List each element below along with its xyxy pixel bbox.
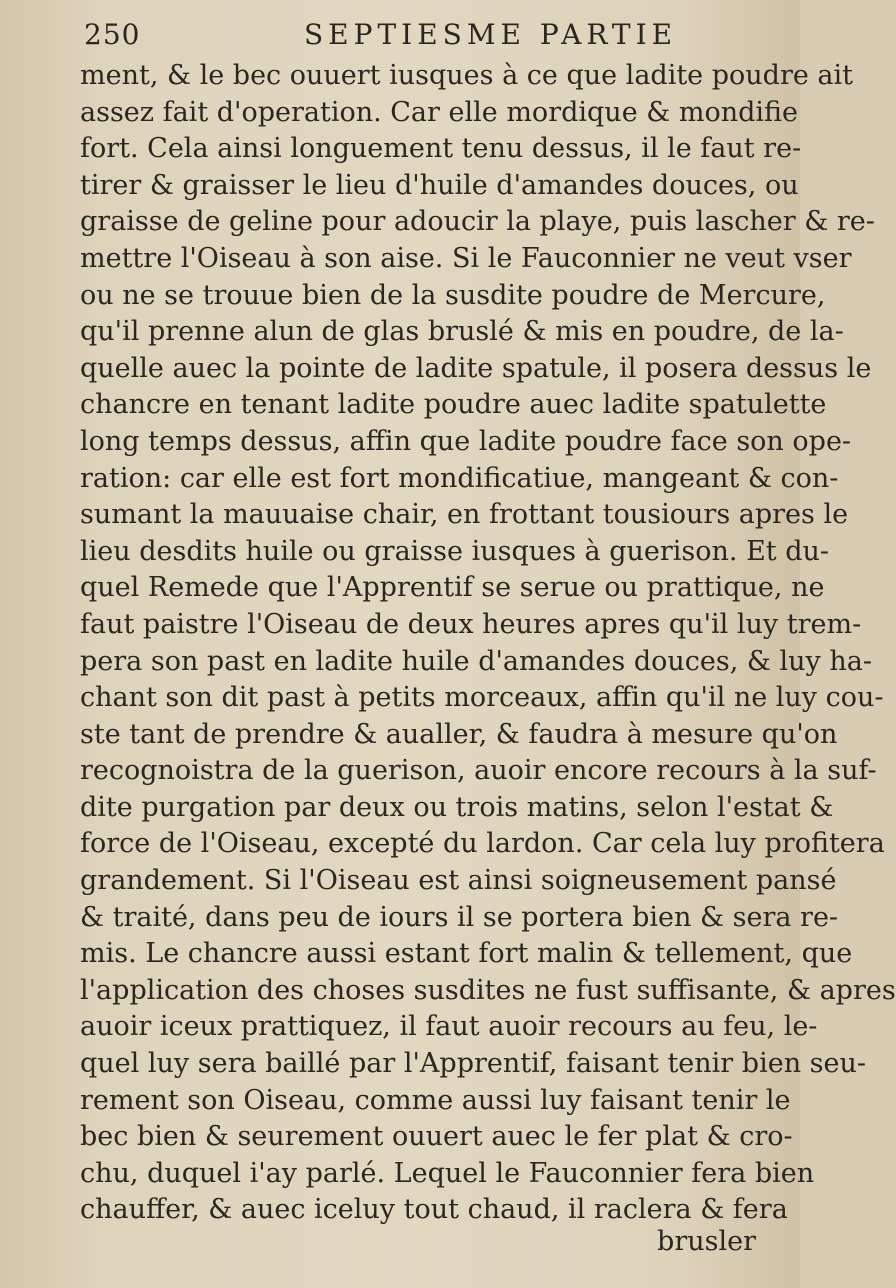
text-line: bec bien & seurement ouuert auec le fer plat & cro- xyxy=(80,1121,793,1153)
text-line: & traité, dans peu de iours il se portera bien & sera re- xyxy=(80,901,839,933)
body-text xyxy=(80,58,896,1229)
text-line: fort. Cela ainsi longuement tenu dessus, il le faut re- xyxy=(80,133,802,165)
text-line: grandement. Si l'Oiseau est ainsi soigneusement pansé xyxy=(80,865,837,897)
text-line: ration: car elle est fort mondificatiue, mangeant & con- xyxy=(80,462,839,494)
page-number: 250 xyxy=(84,18,141,51)
text-line: graisse de geline pour adoucir la playe, puis lascher & re- xyxy=(80,206,875,238)
text-line: ment, & le bec ouuert iusques à ce que ladite poudre ait xyxy=(80,60,854,91)
text-line: recognoistra de la guerison, auoir encore recours à la suf- xyxy=(80,755,877,787)
text-line: quelle auec la pointe de ladite spatule, il posera dessus le xyxy=(80,352,872,384)
text-line: lieu desdits huile ou graisse iusques à guerison. Et du- xyxy=(80,535,830,567)
text-line: chant son dit past à petits morceaux, affin qu'il ne luy cou- xyxy=(80,682,884,714)
text-line: dite purgation par deux ou trois matins, selon l'estat & xyxy=(80,791,834,823)
catchword: brusler xyxy=(657,1226,756,1257)
text-line: chu, duquel i'ay parlé. Lequel le Fauconnier fera bien xyxy=(80,1157,815,1189)
text-line: quel Remede que l'Apprentif se serue ou prattique, ne xyxy=(80,572,825,604)
text-line: qu'il prenne alun de glas bruslé & mis en poudre, de la- xyxy=(80,316,844,348)
text-line: auoir iceux prattiquez, il faut auoir recours au feu, le- xyxy=(80,1011,818,1043)
text-line: long temps dessus, affin que ladite poudre face son ope- xyxy=(80,425,852,457)
text-line: chauffer, & auec iceluy tout chaud, il raclera & fera xyxy=(80,1194,788,1226)
text-line: quel luy sera baillé par l'Apprentif, faisant tenir bien seu- xyxy=(80,1048,867,1080)
text-line: sumant la mauuaise chair, en frottant tousiours apres le xyxy=(80,499,849,531)
text-line: tirer & graisser le lieu d'huile d'amandes douces, ou xyxy=(80,169,799,201)
running-title: SEPTIESME PARTIE xyxy=(304,18,678,51)
text-line: rement son Oiseau, comme aussi luy faisant tenir le xyxy=(80,1084,791,1116)
text-line: ste tant de prendre & aualler, & faudra à mesure qu'on xyxy=(80,718,838,750)
text-line: mettre l'Oiseau à son aise. Si le Fauconnier ne veut vser xyxy=(80,242,852,274)
text-line: chancre en tenant ladite poudre auec ladite spatulette xyxy=(80,389,827,421)
text-line: force de l'Oiseau, excepté du lardon. Car cela luy profitera xyxy=(80,828,885,860)
page-header xyxy=(84,14,760,58)
text-line: pera son past en ladite huile d'amandes douces, & luy ha- xyxy=(80,645,872,677)
text-line: faut paistre l'Oiseau de deux heures apres qu'il luy trem- xyxy=(80,608,862,640)
text-line: mis. Le chancre aussi estant fort malin & tellement, que xyxy=(80,938,853,970)
text-line: assez fait d'operation. Car elle mordique & mondifie xyxy=(80,96,799,128)
text-line: ou ne se trouue bien de la susdite poudre de Mercure, xyxy=(80,279,826,311)
text-line: l'application des choses susdites ne fust suffisante, & apres xyxy=(80,974,896,1006)
